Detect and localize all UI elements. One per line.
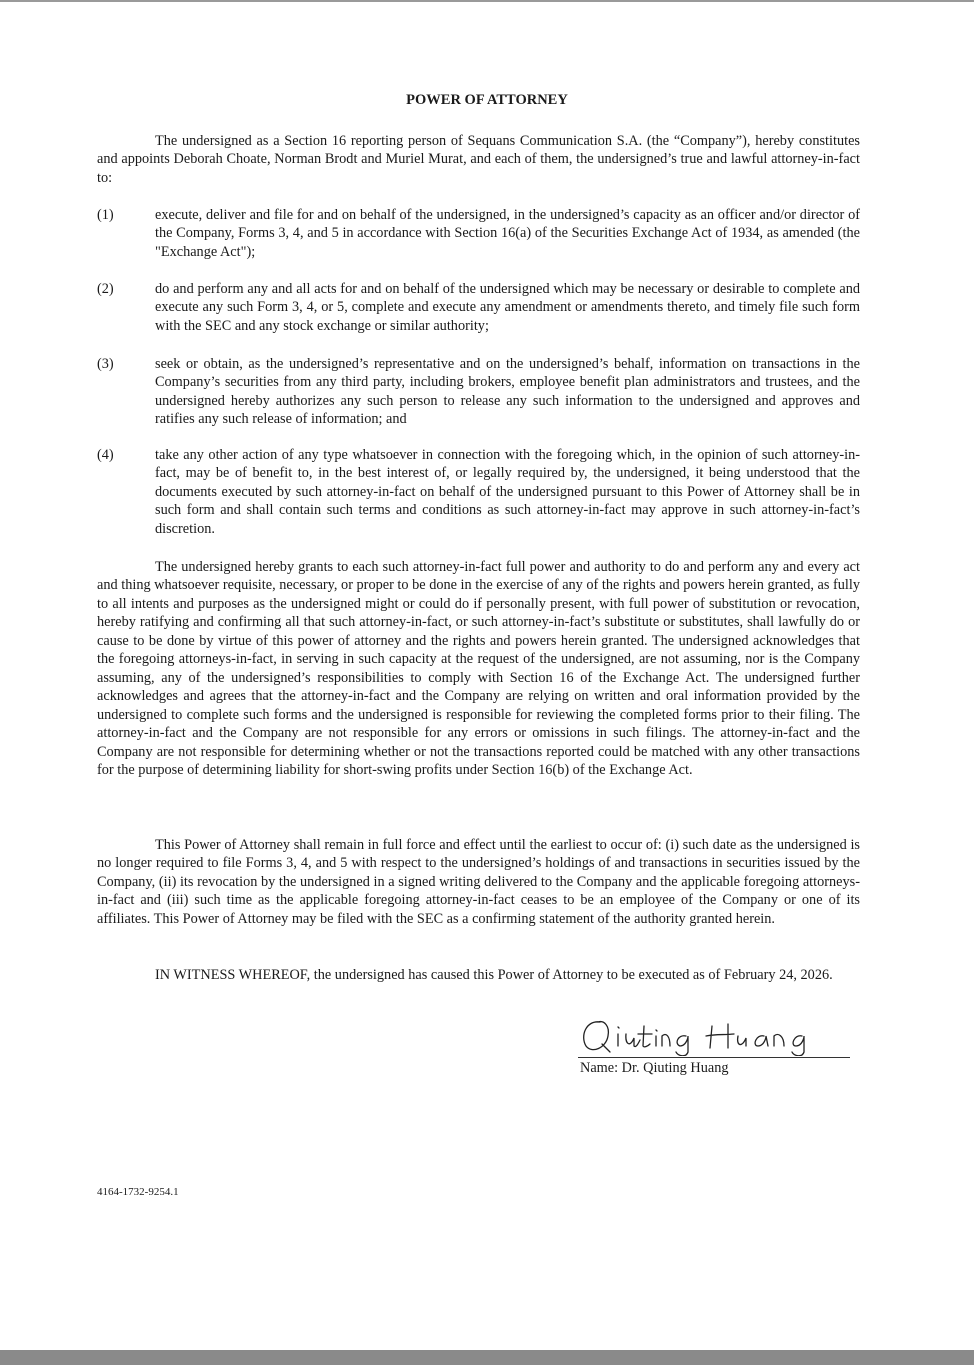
list-item bbox=[97, 355, 860, 429]
item-text: seek or obtain, as the undersigned’s representative and on the undersigned’s behalf, information on transactions in the Company’s securities from any third party, including brokers, employee benefit plan administrators and trustees, and the undersigned hereby authorizes any such person to release any such information to the undersigned and approves and ratifies any such release of information; and bbox=[155, 356, 860, 428]
handwritten-signature bbox=[578, 1008, 850, 1056]
scan-bottom-edge bbox=[0, 1350, 974, 1365]
list-item bbox=[97, 206, 860, 261]
item-number: (3) bbox=[97, 356, 114, 372]
document-title: POWER OF ATTORNEY bbox=[406, 92, 568, 108]
item-text: take any other action of any type whatsoever in connection with the foregoing which, in the opinion of such attorney-in-fact, may be of benefit to, in the best interest of, or legally required by, the undersigned, it being understood that the documents executed by such attorney-in-fact on behalf of the undersigned pursuant to this Power of Attorney shall be in such form and shall contain such terms and conditions as such attorney-in-fact may approve in such attorney-in-fact’s discretion. bbox=[155, 447, 860, 537]
item-number: (1) bbox=[97, 207, 114, 223]
duration-paragraph: This Power of Attorney shall remain in full force and effect until the earliest to occur of: (i) such date as the undersigned is no longer required to file Forms 3, 4, and 5 with respect to the undersigned’s holdings of and transactions in securities issued by the Company, (ii) its revocation by the undersigned in a signed writing delivered to the Company and the applicable foregoing attorneys-in-fact and (iii) such time as the applicable foregoing attorney-in-fact ceases to be an employee of the Company or one of its affiliates. This Power of Attorney may be filed with the SEC as a confirming statement of the authority granted herein. bbox=[97, 837, 860, 927]
list-item bbox=[97, 446, 860, 538]
intro-paragraph: The undersigned as a Section 16 reporting person of Sequans Communication S.A. (the “Company”), hereby constitutes and appoints Deborah Choate, Norman Brodt and Muriel Murat, and each of them, the undersigned’s true and lawful attorney-in-fact to: bbox=[97, 133, 860, 186]
list-item bbox=[97, 280, 860, 335]
item-number: (2) bbox=[97, 281, 114, 297]
signatory-name: Name: Dr. Qiuting Huang bbox=[580, 1060, 729, 1076]
signature-line bbox=[578, 1057, 850, 1058]
document-id: 4164-1732-9254.1 bbox=[97, 1186, 179, 1198]
grant-paragraph: The undersigned hereby grants to each such attorney-in-fact full power and authority to do and perform any and every act and thing whatsoever requisite, necessary, or proper to be done in the exercise of any of the rights and powers herein granted, as fully to all intents and purposes as the undersigned might or could do if personally present, with full power of substitution or revocation, hereby ratifying and confirming all that such attorney-in-fact, or such attorney-in-fact’s substitute or substitutes, shall lawfully do or cause to be done by virtue of this power of attorney and the rights and powers herein granted. The undersigned acknowledges that the foregoing attorneys-in-fact, in serving in such capacity at the request of the undersigned, are not assuming, nor is the Company assuming, any of the undersigned’s responsibilities to comply with Section 16 of the Exchange Act. The undersigned further acknowledges and agrees that the attorney-in-fact and the Company are relying on written and oral information provided by the undersigned to complete such forms and the undersigned is responsible for reviewing the completed forms prior to their filing. The attorney-in-fact and the Company are not responsible for any errors or omissions in such filings. The attorney-in-fact and the Company are not responsible for determining whether or not the transactions reported could be matched with any other transactions for the purpose of determining liability for short-swing profits under Section 16(b) of the Exchange Act. bbox=[97, 559, 860, 778]
witness-paragraph: IN WITNESS WHEREOF, the undersigned has caused this Power of Attorney to be executed as of February 24, 2026. bbox=[155, 967, 833, 983]
scan-top-edge bbox=[0, 0, 974, 2]
item-text: execute, deliver and file for and on behalf of the undersigned, in the undersigned’s capacity as an officer and/or director of the Company, Forms 3, 4, and 5 in accordance with Section 16(a) of the Securities Exchange Act of 1934, as amended (the "Exchange Act"); bbox=[155, 207, 860, 260]
item-text: do and perform any and all acts for and on behalf of the undersigned which may be necessary or desirable to complete and execute any such Form 3, 4, or 5, complete and execute any amendment or amendments thereto, and timely file such form with the SEC and any stock exchange or similar authority; bbox=[155, 281, 860, 334]
item-number: (4) bbox=[97, 447, 114, 463]
